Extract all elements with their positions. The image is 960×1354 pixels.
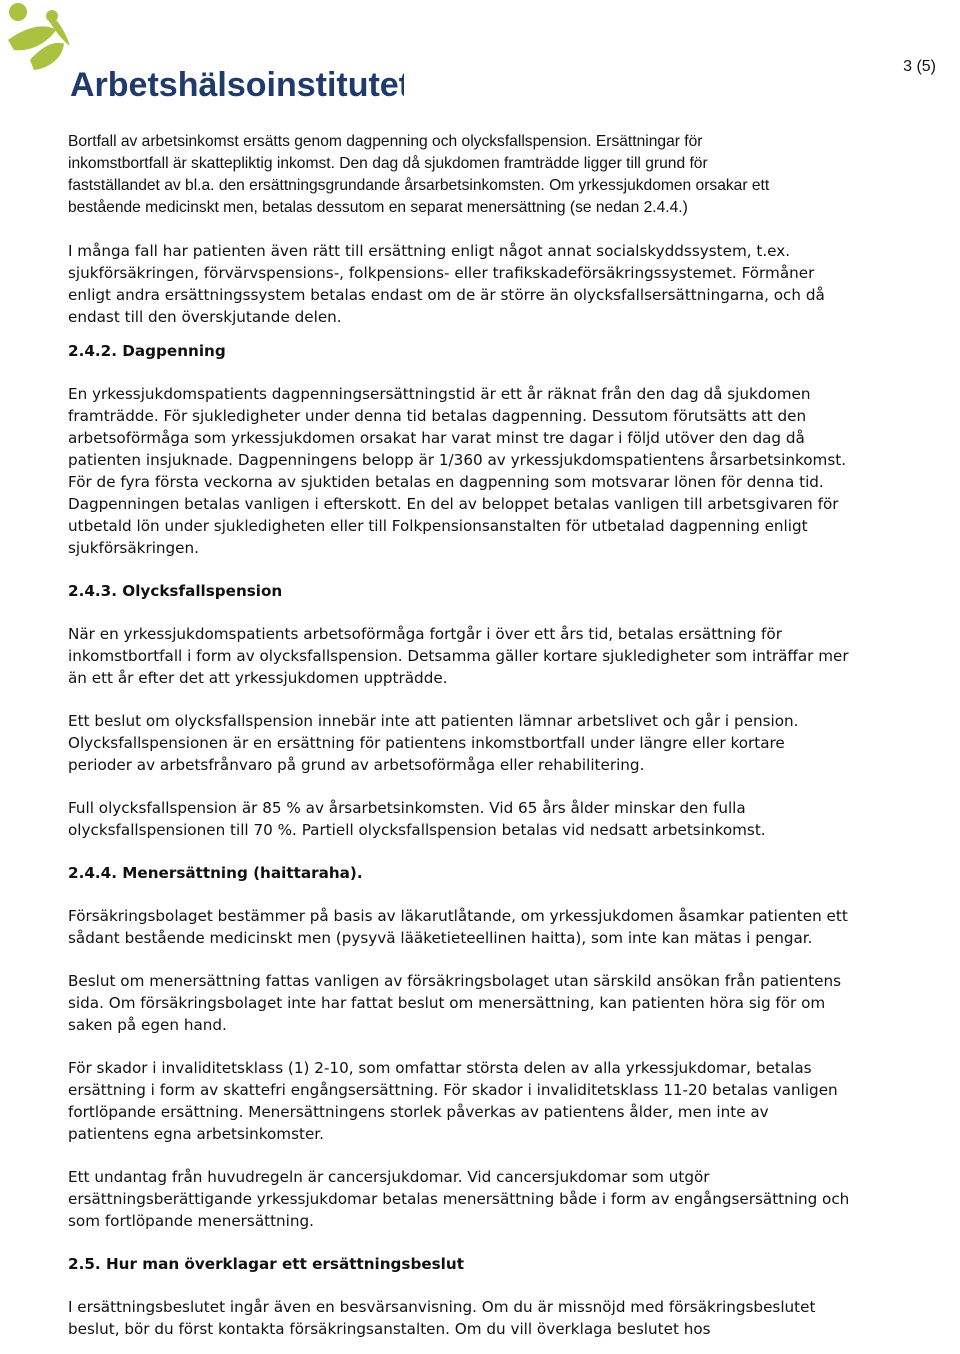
paragraph [68,710,960,776]
section-heading: 2.4.4. Menersättning (haittaraha). [68,864,363,882]
paragraph-gap [68,689,960,710]
text-line: sida. Om försäkringsbolaget inte har fattat beslut om menersättning, kan patienten höra sig för om [68,994,826,1012]
section-heading: 2.5. Hur man överklagar ett ersättningsbeslut [68,1255,464,1273]
paragraph-gap [68,1275,960,1296]
text-line: Bortfall av arbetsinkomst ersätts genom dagpenning och olycksfallspension. Ersättningar för [68,133,703,150]
text-line: sådant bestående medicinskt men (pysyvä lääketieteellinen haitta), som inte kan mätas i pengar. [68,929,813,947]
text-line: endast till den överskjutande delen. [68,308,342,326]
text-line: inkomstbortfall i form av olycksfallspension. Detsamma gäller kortare sjukledigheter som inträffar mer [68,647,849,665]
text-line: I många fall har patienten även rätt till ersättning enligt något annat socialskyddssystem, t.ex. [68,242,791,260]
paragraph [68,383,960,559]
leaf-logo-icon [4,0,404,105]
paragraph-gap [68,1036,960,1057]
paragraph-gap [68,949,960,970]
text-line: sjukförsäkringen. [68,539,199,557]
text-line: Dagpenningen betalas vanligen i efterskott. En del av beloppet betalas vanligen till arbetsgivaren för [68,495,839,513]
institute-logo [4,0,404,105]
paragraph-gap [68,328,960,340]
text-line: patienten insjuknade. Dagpenningens belopp är 1/360 av yrkessjukdomspatientens årsarbetsinkomst. [68,451,847,469]
text-line: sjukförsäkringen, förvärvspensions-, folkpensions- eller trafikskadeförsäkringssystemet. Förmåner [68,264,815,282]
logo-wordmark: Arbetshälsoinstitutet [70,66,404,104]
paragraph-gap [68,884,960,905]
text-line: Full olycksfallspension är 85 % av årsarbetsinkomsten. Vid 65 års ålder minskar den fulla [68,799,746,817]
paragraph-gap [68,1232,960,1253]
text-line: ersättning i form av skattefri engångsersättning. För skador i invaliditetsklass 11-20 betalas vanligen [68,1081,838,1099]
text-line: ersättningsberättigande yrkessjukdomar betalas menersättning både i form av engångsersättning och [68,1190,850,1208]
text-line: När en yrkessjukdomspatients arbetsoförmåga fortgår i över ett års tid, betalas ersättning för [68,625,782,643]
paragraph [68,1296,960,1340]
text-line: än ett år efter det att yrkessjukdomen uppträdde. [68,669,448,687]
page-number: 3 (5) [903,58,936,75]
paragraph-gap [68,559,960,580]
paragraph-gap [68,776,960,797]
paragraph-gap [68,362,960,383]
paragraph [68,970,960,1036]
text-line: bestående medicinskt men, betalas dessutom en separat menersättning (se nedan 2.4.4.) [68,199,688,216]
paragraph [68,1166,960,1232]
text-line: inkomstbortfall är skattepliktig inkomst. Den dag då sjukdomen framträdde ligger till grund för [68,155,708,172]
text-line: fastställandet av bl.a. den ersättningsgrundande årsarbetsinkomsten. Om yrkessjukdomen orsakar ett [68,177,770,194]
text-line: perioder av arbetsfrånvaro på grund av arbetsoförmåga eller rehabilitering. [68,756,645,774]
text-line: utbetald lön under sjukledigheten eller till Folkpensionsanstalten för utbetalad dagpenning enligt [68,517,808,535]
text-line: patientens egna arbetsinkomster. [68,1125,324,1143]
paragraph [68,797,960,841]
text-line: Ett undantag från huvudregeln är cancersjukdomar. Vid cancersjukdomar som utgör [68,1168,710,1186]
text-line: fortlöpande ersättning. Menersättningens storlek påverkas av patientens ålder, men inte av [68,1103,769,1121]
text-line: Olycksfallspensionen är en ersättning för patientens inkomstbortfall under längre eller kortare [68,734,785,752]
text-line: Försäkringsbolaget bestämmer på basis av läkarutlåtande, om yrkessjukdomen åsamkar patienten ett [68,907,848,925]
text-line: arbetsoförmåga som yrkessjukdomen orsakat har varat minst tre dagar i följd utöver den dag då [68,429,805,447]
paragraph [68,905,960,949]
paragraph-gap [68,1145,960,1166]
paragraph-gap [68,841,960,862]
paragraph-gap [68,219,960,240]
text-line: beslut, bör du först kontakta försäkringsanstalten. Om du vill överklaga beslutet hos [68,1320,711,1338]
paragraph [68,240,960,328]
section-heading: 2.4.3. Olycksfallspension [68,582,283,600]
text-line: För skador i invaliditetsklass (1) 2-10, som omfattar största delen av alla yrkessjukdomar, betalas [68,1059,812,1077]
text-line: som fortlöpande menersättning. [68,1212,314,1230]
text-line: En yrkessjukdomspatients dagpenningsersättningstid är ett år räknat från den dag då sjukdomen [68,385,811,403]
text-line: enligt andra ersättningssystem betalas endast om de är större än olycksfallsersättningarna, och då [68,286,825,304]
text-line: Beslut om menersättning fattas vanligen av försäkringsbolaget utan särskild ansökan från patientens [68,972,842,990]
paragraph-gap [68,602,960,623]
document-body [68,131,960,1340]
text-line: saken på egen hand. [68,1016,227,1034]
text-line: För de fyra första veckorna av sjuktiden betalas en dagpenning som motsvarar lönen för denna tid. [68,473,824,491]
section-heading: 2.4.2. Dagpenning [68,342,226,360]
paragraph [68,1057,960,1145]
text-line: framträdde. För sjukledigheter under denna tid betalas dagpenning. Dessutom förutsätts att den [68,407,807,425]
text-line: Ett beslut om olycksfallspension innebär inte att patienten lämnar arbetslivet och går i pension. [68,712,799,730]
text-line: I ersättningsbeslutet ingår även en besvärsanvisning. Om du är missnöjd med försäkringsbeslutet [68,1298,816,1316]
paragraph [68,623,960,689]
text-line: olycksfallspensionen till 70 %. Partiell olycksfallspension betalas vid nedsatt arbetsinkomst. [68,821,766,839]
paragraph [68,131,960,219]
